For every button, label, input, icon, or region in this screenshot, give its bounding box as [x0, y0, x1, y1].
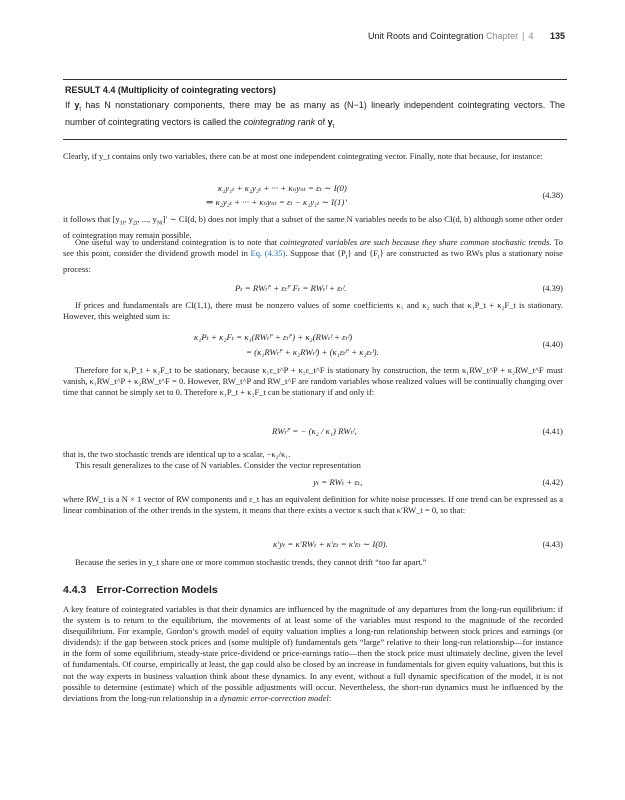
equation-line: κ₁Pₜ + κ₂Fₜ = κ₁(RWₜᴾ + εₜᴾ) + κ₂(RWₜᶠ + εₜᶠ): [194, 332, 353, 342]
equation-line: ⇒ κ₂y₂ₜ + ··· + κₙyₙₜ = εₜ − κ₁y₁ₜ ∼ I(1)’: [206, 197, 348, 207]
result-var: y: [74, 100, 80, 110]
section-number: 4.4.3: [63, 584, 87, 596]
para-sub: Nt: [156, 220, 163, 227]
result-text: If: [65, 100, 75, 110]
result-emphasis: cointegrating rank: [243, 117, 316, 128]
paragraph-scalar: that is, the two stochastic trends are identical up to a scalar, −κ₂/κ₁.: [63, 449, 291, 459]
equation-number: (4.39): [542, 283, 563, 293]
chapter-label: Chapter: [486, 31, 519, 41]
result-box: [63, 79, 567, 140]
equation-line: Pₜ = RWₜᴾ + εₜᴾ Fₜ = RWₜᶠ + εₜᶠ.: [235, 283, 347, 293]
equation-line: RWₜᴾ = − (κ₂ / κ₁) RWₜᶠ,: [272, 426, 357, 436]
paragraph-common-trends: [63, 237, 563, 275]
equation-4-38: [63, 183, 563, 200]
equation-4-38-line2: [63, 197, 563, 211]
paragraph-generalize: This result generalizes to the case of N variables. Consider the vector representation: [75, 460, 361, 470]
equation-4-41: [63, 426, 563, 440]
section-title: Error-Correction Models: [96, 584, 218, 596]
para-emphasis: cointegrated variables are such because they share common stochastic trends.: [279, 237, 552, 247]
equation-number: (4.43): [542, 539, 563, 549]
paragraph-error-correction: [63, 604, 563, 704]
equation-4-40: [63, 332, 563, 349]
running-header: [368, 31, 565, 41]
equation-4-43: [63, 539, 563, 553]
result-sub: t: [332, 124, 335, 131]
result-title: RESULT 4.4 (Multiplicity of cointegrating vectors): [65, 85, 276, 95]
paragraph-vector: where RW_t is a N × 1 vector of RW components and ε_t has an equivalent definition for white noise processes. If one trend can be expressed as a linear combination of the other trends in the system, it means that there exists a vector κ such that κ′RW_t = 0, so that:: [63, 494, 563, 516]
equation-line: yₜ = RWₜ + εₜ,: [313, 477, 363, 487]
para-text: , ..., y: [137, 214, 157, 224]
para-text: it follows that [y: [63, 214, 120, 224]
result-text: has N nonstationary components, there may be as many as (N−1) linearly independent cointegrating vectors. The number of cointegrating vectors is called the: [65, 100, 565, 128]
equation-line: κ₁y₁ₜ + κ₂y₂ₜ + ··· + κₙyₙₜ = εₜ ∼ I(0): [218, 183, 347, 193]
para-emphasis: dynamic error-correction model: [219, 692, 329, 703]
equation-4-39: [63, 283, 563, 297]
para-sub: 1t: [119, 220, 125, 227]
header-separator: |: [522, 31, 525, 41]
running-title: Unit Roots and Cointegration: [367, 31, 484, 41]
equation-4-40-line2: [63, 347, 563, 361]
equation-number: (4.41): [542, 426, 563, 436]
para-sub: 2t: [132, 220, 138, 227]
chapter-number: 4: [528, 31, 534, 41]
para-sub: t: [345, 254, 348, 261]
equation-number: (4.38): [542, 190, 563, 200]
para-text: . Suppose that {P: [285, 248, 346, 259]
paragraph-intro: Clearly, if y_t contains only two variables, there can be at most one independent cointegrating vector. Finally, note that because, for instance:: [63, 151, 543, 161]
equation-link[interactable]: Eq. (4.35): [250, 248, 286, 259]
equation-number: (4.40): [542, 339, 563, 349]
equation-line: = (κ₁RWₜᴾ + κ₂RWₜᶠ) + (κ₁εₜᴾ + κ₂εₜᶠ).: [246, 347, 379, 357]
paragraph-drift: Because the series in y_t share one or more common stochastic trends, they cannot drift “too far apart.”: [75, 557, 427, 567]
para-text: To see this point, consider the dividend growth model in: [63, 237, 563, 259]
para-text: One useful way to understand cointegration is to note that: [75, 237, 280, 247]
result-text: of: [315, 117, 328, 128]
equation-4-42: [63, 477, 563, 491]
para-text: } are constructed as two RWs plus a stationary noise process:: [63, 248, 563, 274]
equation-line: κ′yₜ = κ′RWₜ + κ′εₜ = κ′εₜ ∼ I(0).: [273, 539, 388, 549]
para-text: } and {F: [347, 248, 378, 259]
para-text: ]′ ∼ CI(d, b) does not imply that a subset of the same N variables needs to be also CI(d, b) although some other order of cointegration may remain possible.: [63, 214, 563, 240]
para-sub: t: [377, 254, 380, 261]
para-text: :: [328, 692, 332, 703]
result-var: y: [327, 117, 333, 128]
para-text: , y: [124, 214, 133, 224]
para-text: A key feature of cointegrated variables is that their dynamics are influenced by the magnitude of any departures from the long-run equilibrium: if the system is to return to the equilibrium, the movements of at least some of the variables must respond to the magnitude of the recorded disequilibrium. For example, Gordon’s growth model of equity valuation implies a long-run relationship between stock prices and earnings (or dividends): if the gap between stock prices and (some multiple of) fundamentals gets “large” relative to their long-run relationship—for instance in the form of some equilibrium, steady-state price-dividend or price-earnings ratio—then the stock price must ultimately decline, given the level of fundamentals. Of course, empirically at least, the gap could also be closed by an increase in fundamentals for given equity valuations, but this is not the way experts in business valuation think about these dynamics. In any event, without a full dynamic specification of the model, it is not possible to determine (estimate) which of the possible adjustments will occur. Nevertheless, the short-run dynamics must be influenced by the deviations from the long-run relationship in a: [63, 604, 563, 703]
page-number: 135: [549, 31, 565, 41]
section-heading: [63, 584, 218, 596]
result-sub: t: [79, 106, 82, 113]
equation-number: (4.42): [542, 477, 563, 487]
paragraph-weighted-sum: If prices and fundamentals are CI(1,1), there must be nonzero values of some coefficients κ₁ and κ₂ such that κ₁P_t + κ₂F_t is stationary. However, this weighted sum is:: [63, 300, 563, 322]
result-body: [65, 99, 565, 134]
paragraph-stationary: Therefore for κ₁P_t + κ₂F_t to be stationary, because κ₁ε_t^P + κ₂ε_t^F is stationary by construction, the term κ₁RW_t^P + κ₂RW_t^F must vanish, κ₁RW_t^P + κ₂RW_t^F = 0. However, RW_t^P and RW_t^F are random variables whose realized values will be continually changing over time that cannot be simply set to 0. Therefore κ₁P_t + κ₂F_t can be stationary if and only if:: [63, 365, 563, 398]
